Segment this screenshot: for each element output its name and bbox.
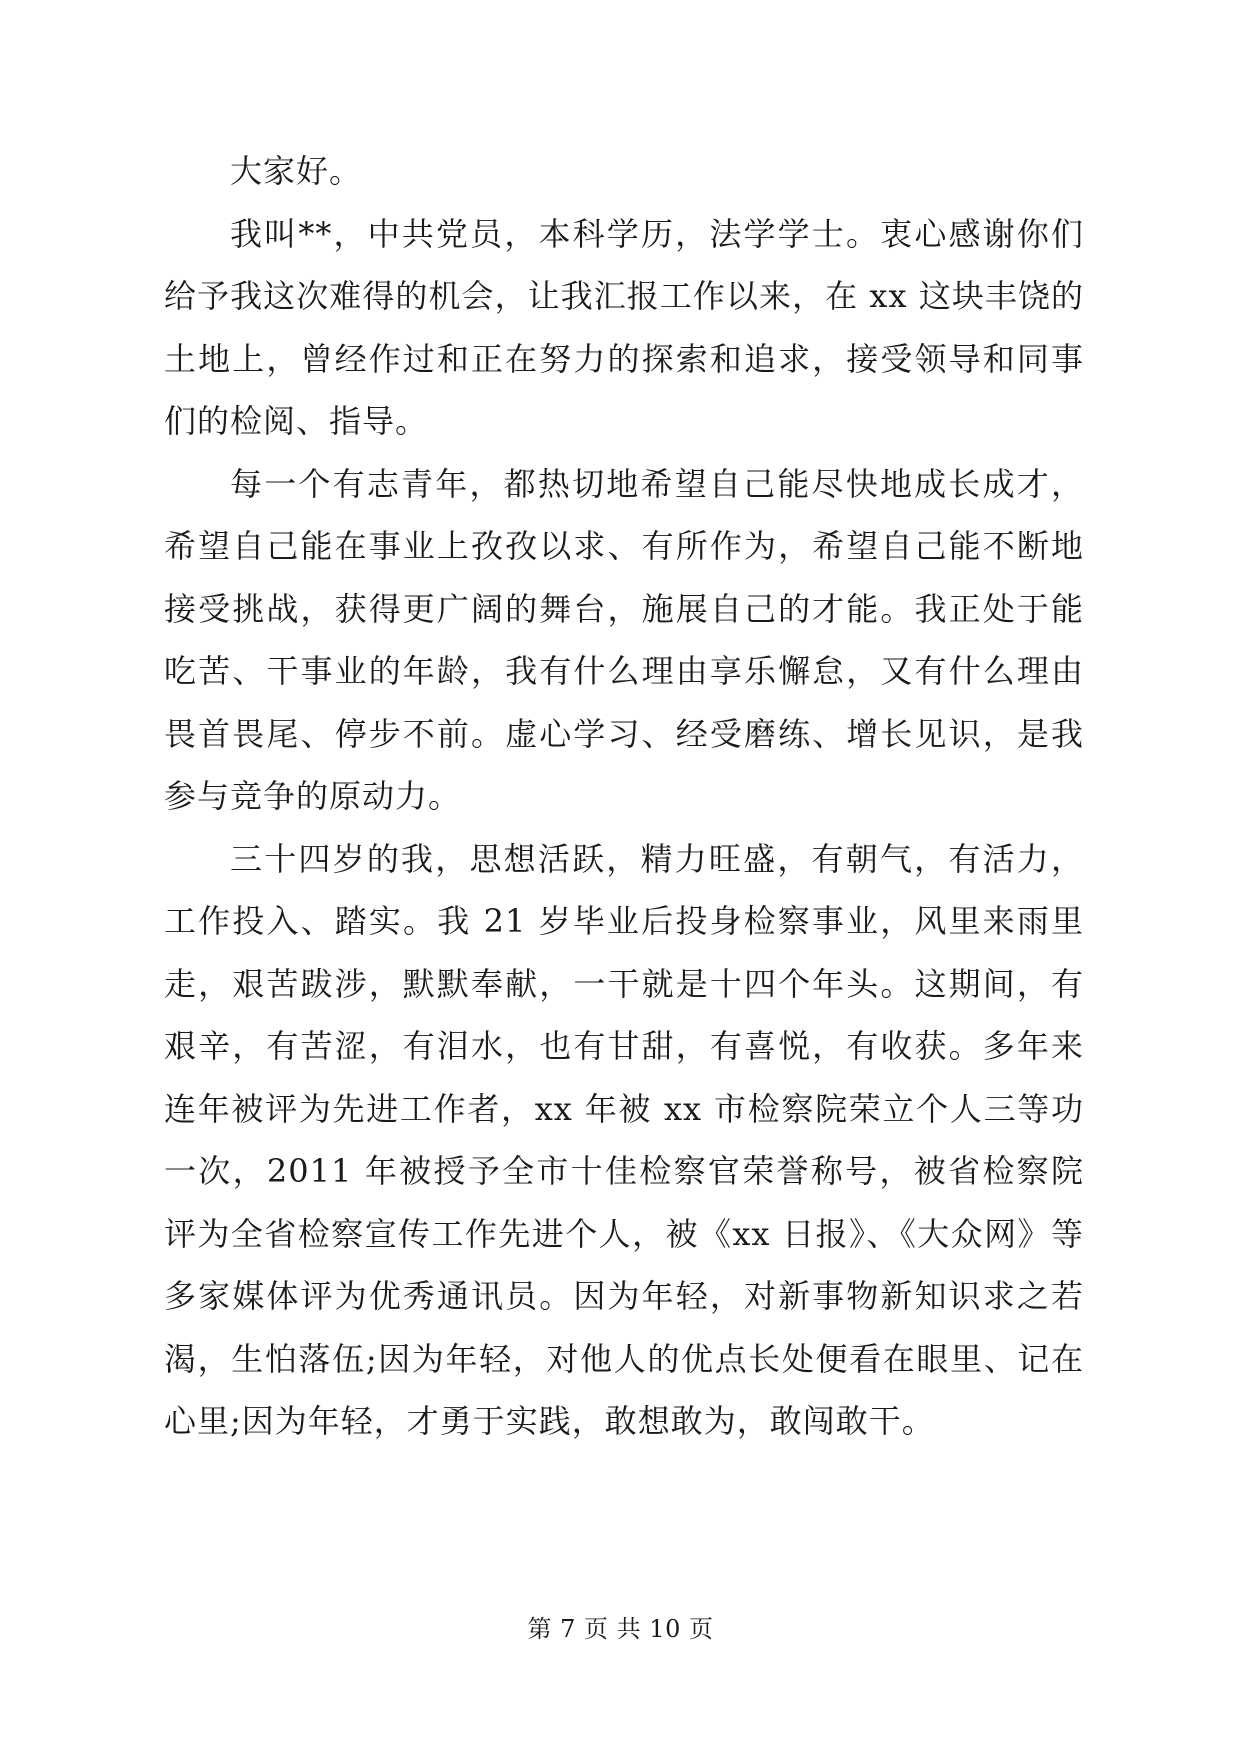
page-number-footer: 第 7 页 共 10 页 (527, 1615, 714, 1643)
paragraph-greeting: 大家好。 (230, 152, 363, 190)
paragraph-experience: 三十四岁的我，思想活跃，精力旺盛，有朝气，有活力，工作投入、踏实。我 21 岁毕业后投身检察事业，风里来雨里走，艰苦跋涉，默默奉献，一干就是十四个年头。这期间，有艰辛，有苦涩，有泪水，也有甘甜，有喜悦，有收获。多年来连年被评为先进工作者，xx 年被 xx 市检察院荣立个人三等功一次，2011 年被授予全市十佳检察官荣誉称号，被省检察院评为全省检察宣传工作先进个人，被《xx 日报》、《大众网》等多家媒体评为优秀通讯员。因为年轻，对新事物新知识求之若渴，生怕落伍;因为年轻，对他人的优点长处便看在眼里、记在心里;因为年轻，才勇于实践，敢想敢为，敢闯敢干。 (164, 839, 1084, 1440)
paragraph-introduction: 我叫**，中共党员，本科学历，法学学士。衷心感谢你们给予我这次难得的机会，让我汇报工作以来，在 xx 这块丰饶的土地上，曾经作过和正在努力的探索和追求，接受领导和同事们的检阅、指导。 (164, 214, 1084, 440)
document-body (164, 140, 1084, 1453)
paragraph-aspiration: 每一个有志青年，都热切地希望自己能尽快地成长成才，希望自己能在事业上孜孜以求、有所作为，希望自己能不断地接受挑战，获得更广阔的舞台，施展自己的才能。我正处于能吃苦、干事业的年龄，我有什么理由享乐懈怠，又有什么理由畏首畏尾、停步不前。虚心学习、经受磨练、增长见识，是我参与竞争的原动力。 (164, 464, 1084, 815)
